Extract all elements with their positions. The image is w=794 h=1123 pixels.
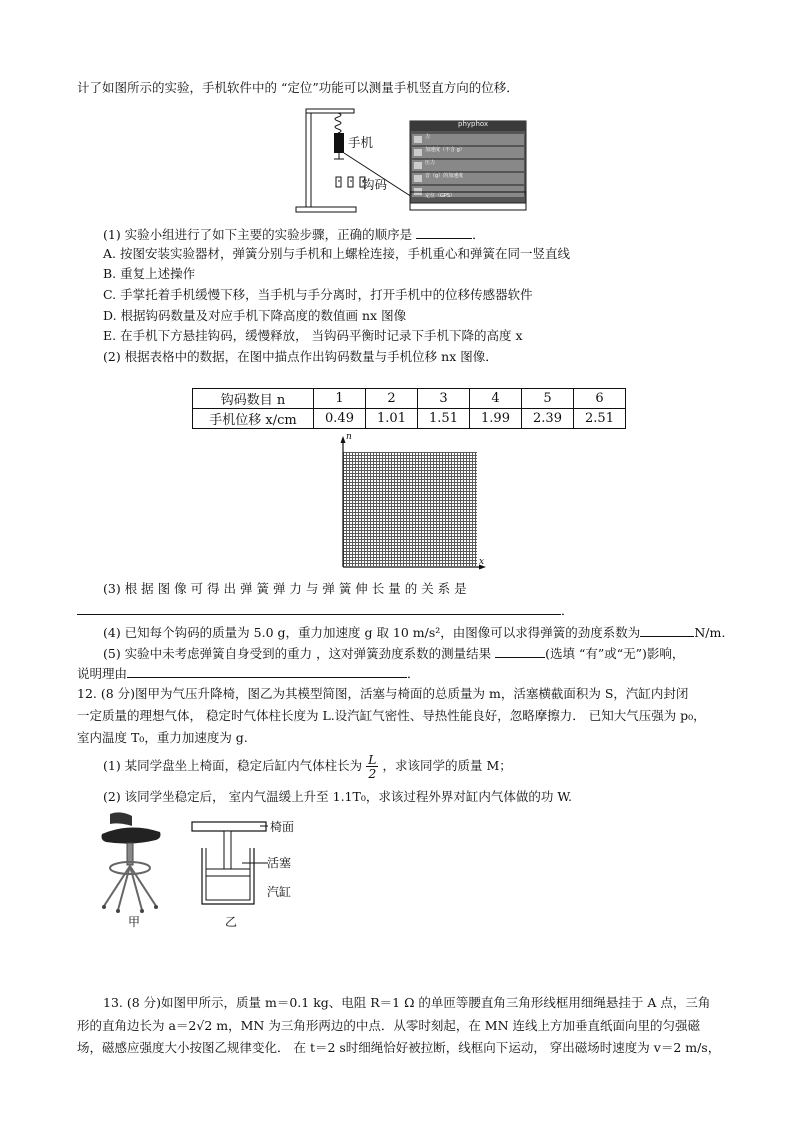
table-header-n: 钩码数目 n [193,389,314,409]
app-menu-item-4: 音（g）的加速度 [425,173,464,179]
table-cell: 3 [418,389,470,409]
figure-apparatus [292,105,532,217]
label-seat: 椅面 [270,820,295,834]
problem-13-line-1: 13. (8 分)如图甲所示，质量 m＝0.1 kg、电阻 R＝1 Ω 的单匝等腰直角三角形线框用细绳悬挂于 A 点，三角 [103,995,711,1010]
figure-cylinder-model [190,818,270,912]
question-4: (4) 已知每个钩码的质量为 5.0 g，重力加速度 g 取 10 m/s²，由图像可以求得弹簧的劲度系数为 N/m. [103,622,725,642]
question-3-answer: ． [77,600,574,620]
spring [335,113,341,133]
step-c: C. 手掌托着手机缓慢下移，当手机与手分离时，打开手机中的位移传感器软件 [103,287,533,302]
answer-blank-3 [77,600,561,615]
step-d: D. 根据钩码数量及对应手机下降高度的数值画 nx 图像 [103,308,407,323]
question-5: (5) 实验中未考虑弹簧自身受到的重力 ，这对弹簧劲度系数的测量结果 (选填 “有”或“无”)影响， [103,643,684,663]
question-2: (2) 根据表格中的数据，在图中描点作出钩码数量与手机位移 nx 图像． [103,349,498,364]
answer-blank-1 [416,224,472,239]
step-a: A. 按图安装实验器材，弹簧分别与手机和上螺栓连接，手机重心和弹簧在同一竖直线 [103,246,570,261]
stand-arm [306,109,354,113]
table-cell: 1.01 [366,409,418,429]
caption-b: 乙 [225,915,238,929]
problem-13-line-2: 形的直角边长为 a＝2√2 m，MN 为三角形两边的中点．从零时刻起，在 MN 连线上方加垂直纸面向里的匀强磁 [77,1018,701,1033]
app-menu-item-3: 压力 [425,160,436,166]
problem-12-line-3: 室内温度 T₀，重力加速度为 g. [77,730,248,745]
label-phone: 手机 [348,135,374,150]
stand-pole [306,109,311,207]
app-title: phyphox [458,120,489,128]
answer-blank-5 [495,643,545,658]
problem-13-line-3: 场，磁感应强度大小按图乙规律变化． 在 t＝2 s时细绳恰好被拉断，线框向下运动， 穿出磁场时速度为 v＝2 m/s， [77,1040,721,1055]
axis-label-x: x [479,557,485,567]
fraction-l-over-2: $\frac{L}{2}$ [368,752,377,781]
question-5-reason: 说明理由 ． [77,663,420,683]
problem-12-q2: (2) 该同学坐稳定后， 室内气温缓上升至 1.1T₀，求该过程外界对缸内气体做的功 W. [103,789,572,804]
table-cell: 2.51 [574,409,626,429]
question-1: (1) 实验小组进行了如下主要的实验步骤，正确的顺序是 ． [103,224,485,244]
axis-label-n: n [346,432,352,442]
table-cell: 1.51 [418,409,470,429]
label-weight: 钩码 [362,177,388,192]
step-b: B. 重复上述操作 [103,266,196,281]
table-cell: 2 [366,389,418,409]
label-piston: 活塞 [267,856,292,870]
table-cell: 4 [470,389,522,409]
intro-text: 计了如图所示的实验，手机软件中的 “定位”功能可以测量手机竖直方向的位移． [77,80,519,95]
figure-chair [96,810,168,916]
app-menu-item-5: 定位（GPS） [425,193,456,199]
table-header-x: 手机位移 x/cm [193,409,314,429]
caption-a: 甲 [128,915,141,929]
problem-12-line-2: 一定质量的理想气体， 稳定时气体柱长度为 L.设汽缸气密性、导热性能良好，忽略摩擦力． 已知大气压强为 p₀， [77,708,706,723]
weights [336,177,365,187]
table-cell: 0.49 [314,409,366,429]
stand-base [296,207,356,212]
table-row [193,389,626,409]
table-row [193,409,626,429]
table-cell: 1 [314,389,366,409]
problem-12-q1: (1) 某同学盘坐上椅面，稳定后缸内气体柱长为 $\frac{L}{2}$ ，求该同学的质量 M； [103,752,512,781]
answer-blank-4 [640,622,694,637]
app-menu-item-1: 力 [425,134,431,140]
problem-12-line-1: 12. (8 分)图甲为气压升降椅，图乙为其模型简图，活塞与椅面的总质量为 m，活塞横截面积为 S，汽缸内封闭 [77,686,689,701]
graph-axes [336,434,488,574]
table-cell: 6 [574,389,626,409]
table-cell: 5 [522,389,574,409]
app-menu-item-2: 加速度（不含 g） [425,147,465,153]
data-table [192,388,626,429]
question-3: (3) 根 据 图 像 可 得 出 弹 簧 弹 力 与 弹 簧 伸 长 量 的 关 系 是 [103,581,467,596]
table-cell: 1.99 [470,409,522,429]
step-e: E. 在手机下方悬挂钩码，缓慢释放， 当钩码平衡时记录下手机下降的高度 x [103,328,523,343]
answer-blank-5-reason [127,663,407,678]
label-cylinder: 汽缸 [267,885,292,899]
table-cell: 2.39 [522,409,574,429]
phone [334,133,344,153]
